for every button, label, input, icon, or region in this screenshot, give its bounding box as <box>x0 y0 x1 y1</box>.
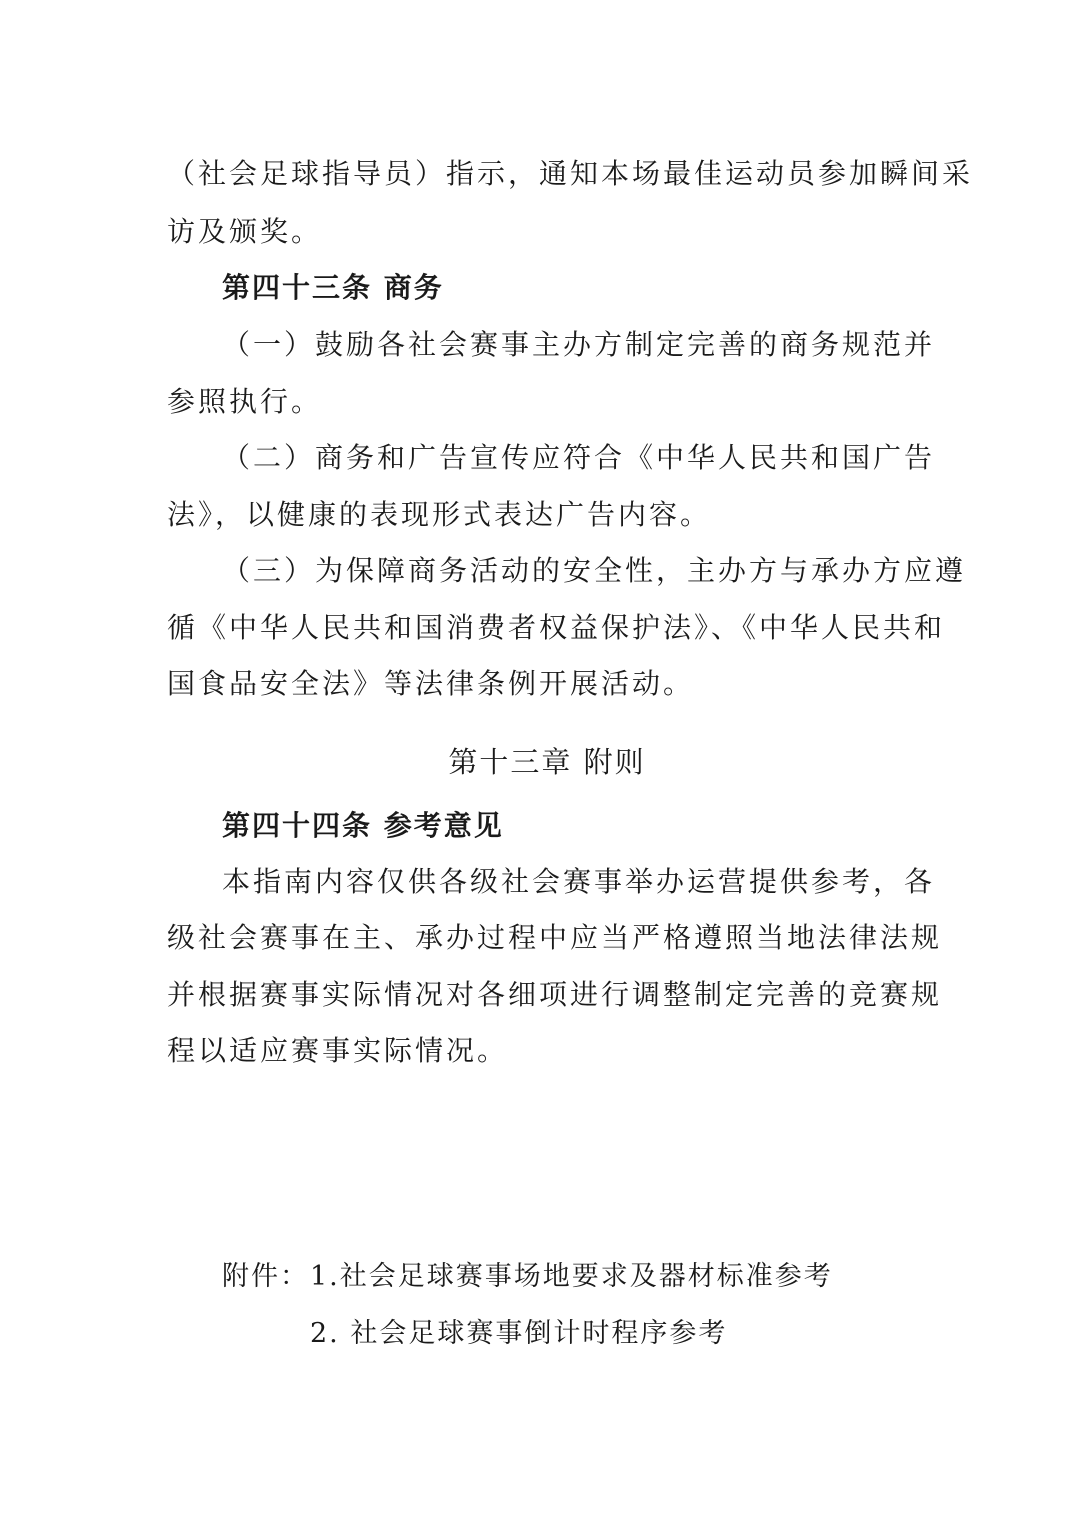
paragraph-line: 访及颁奖。 <box>167 215 323 248</box>
attachment-item-1: 1.社会足球赛事场地要求及器材标准参考 <box>310 1261 833 1292</box>
article-43-item-1: （一）鼓励各社会赛事主办方制定完善的商务规范并 <box>222 328 936 361</box>
article-43-item-1-cont: 参照执行。 <box>167 385 323 418</box>
article-44-line: 级社会赛事在主、承办过程中应当严格遵照当地法律法规 <box>167 921 943 954</box>
attachments-label: 附件： <box>222 1261 309 1292</box>
paragraph-line: （社会足球指导员）指示，通知本场最佳运动员参加瞬间采 <box>167 157 974 190</box>
article-44-title: 第四十四条 参考意见 <box>222 809 504 842</box>
article-43-item-2-cont: 法》，以健康的表现形式表达广告内容。 <box>167 498 712 531</box>
attachment-item-2: 2. 社会足球赛事倒计时程序参考 <box>310 1318 728 1349</box>
article-44-line: 并根据赛事实际情况对各细项进行调整制定完善的竞赛规 <box>167 978 943 1011</box>
article-43-item-3: （三）为保障商务活动的安全性，主办方与承办方应遵 <box>222 554 967 587</box>
article-44-line: 程以适应赛事实际情况。 <box>167 1034 509 1067</box>
article-43-item-2: （二）商务和广告宣传应符合《中华人民共和国广告 <box>222 441 936 474</box>
article-43-item-3-cont: 国食品安全法》等法律条例开展活动。 <box>167 667 695 700</box>
article-44-line: 本指南内容仅供各级社会赛事举办运营提供参考，各 <box>222 865 936 898</box>
chapter-13-title: 第十三章 附则 <box>448 745 646 779</box>
article-43-item-3-cont: 循《中华人民共和国消费者权益保护法》、《中华人民共和 <box>167 611 946 644</box>
article-43-title: 第四十三条 商务 <box>222 271 444 304</box>
